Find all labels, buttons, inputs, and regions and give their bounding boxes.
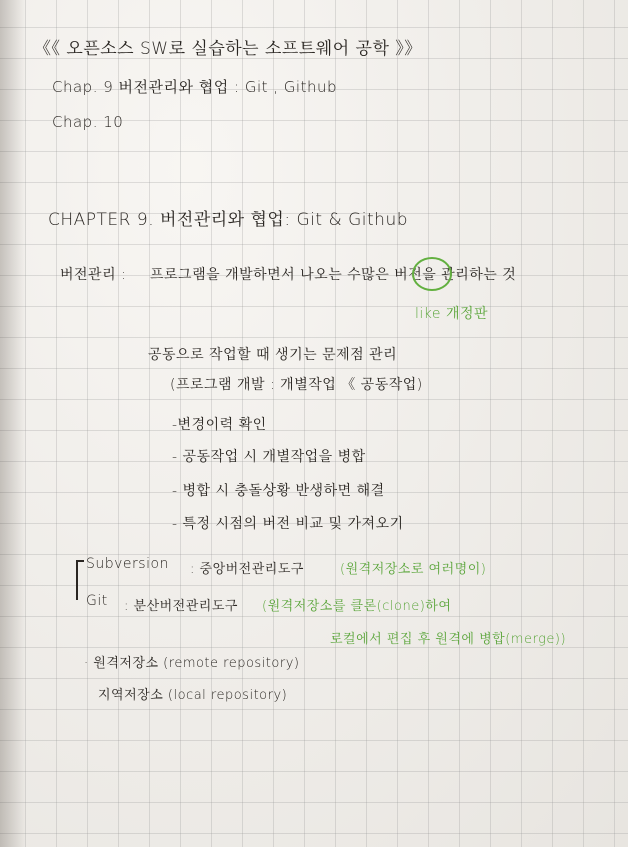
- tool-note-git: (원격저장소를 클론(clone)하여: [262, 599, 452, 614]
- definition-note: like 개정판: [415, 306, 489, 322]
- tool-desc-subversion: : 중앙버전관리도구: [190, 562, 304, 577]
- tool-desc-git: : 분산버전관리도구: [124, 599, 238, 614]
- definition-term: 버전관리 :: [60, 267, 127, 283]
- tools-bracket-top: [76, 560, 84, 562]
- tools-bracket: [76, 560, 78, 600]
- problem-subtitle: (프로그램 개발 : 개별작업 《 공동작업): [170, 377, 423, 393]
- repo-local: 지역저장소 (local repository): [98, 688, 288, 703]
- bullet-item: - 공동작업 시 개별작업을 병합: [172, 449, 366, 465]
- tool-note-git-cont: 로컬에서 편집 후 원격에 병합(merge)): [330, 632, 567, 647]
- highlight-circle: [412, 257, 452, 291]
- tool-name-git: Git: [86, 593, 108, 609]
- bullet-item: -변경이력 확인: [172, 417, 267, 433]
- definition-text: 프로그램을 개발하면서 나오는 수많은 버전을 관리하는 것: [150, 267, 517, 283]
- tool-note-subversion: (원격저장소로 여러명이): [340, 562, 487, 577]
- chapter-line-9: Chap. 9 버전관리와 협업 : Git , Github: [52, 78, 338, 96]
- chapter-line-10: Chap. 10: [52, 113, 124, 131]
- repo-remote: · 원격저장소 (remote repository): [84, 656, 300, 671]
- tool-name-subversion: Subversion: [86, 556, 169, 572]
- bullet-item: - 병합 시 충돌상황 반생하면 해결: [172, 483, 385, 499]
- book-title: 《《 오픈소스 SW로 실습하는 소프트웨어 공학 》》: [34, 39, 422, 59]
- problem-heading: 공동으로 작업할 때 생기는 문제점 관리: [148, 347, 398, 363]
- section-title: CHAPTER 9. 버전관리와 협업: Git & Github: [48, 210, 409, 230]
- bullet-item: - 특정 시점의 버전 비교 및 가져오기: [172, 516, 404, 532]
- page-edge-shadow: [0, 0, 26, 847]
